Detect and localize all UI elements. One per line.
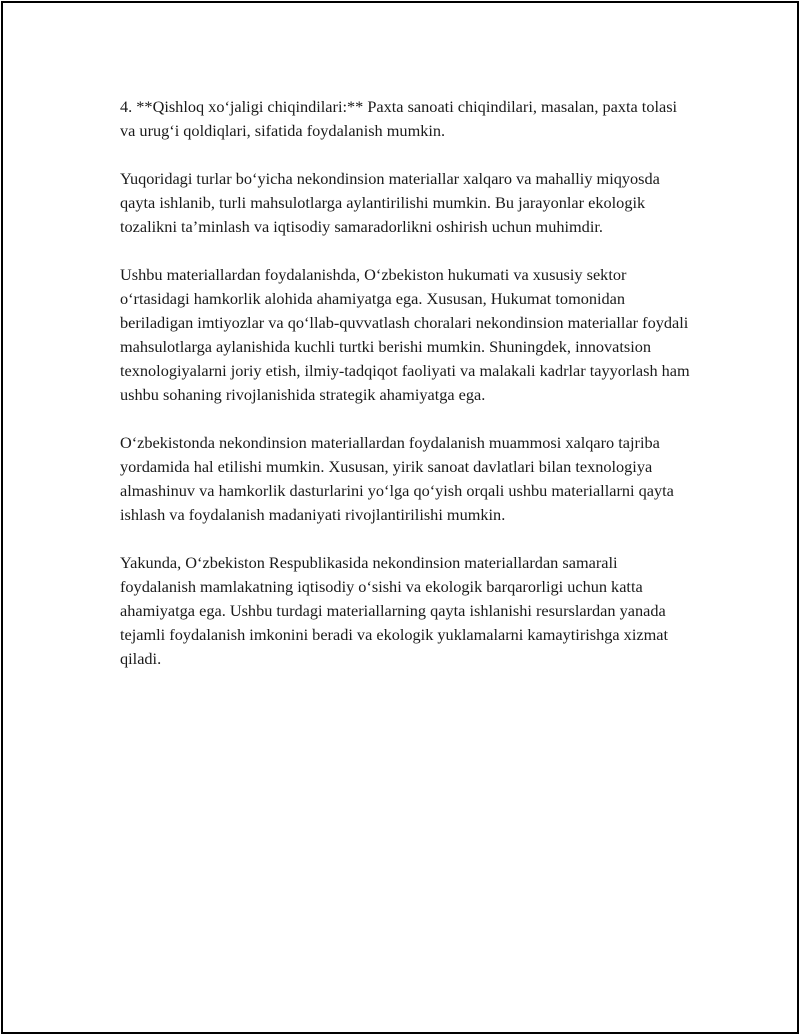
paragraph-government-cooperation: Ushbu materiallardan foydalanishda, O‘zbekiston hukumati va xususiy sektor o‘rtasidagi hamkorlik alohida ahamiyatga ega. Xususan, Hukumat tomonidan beriladigan imtiyozlar va qo‘llab-quvvatlash choralari nekondinsion materiallar foydali mahsulotlarga aylanishida kuchli turtki berishi mumkin. Shuningdek, innovatsion texnologiyalarni joriy etish, ilmiy-tadqiqot faoliyati va malakali kadrlar tayyorlash ham ushbu sohaning rivojlanishida strategik ahamiyatga ega. [120, 265, 690, 404]
paragraph-agricultural-waste: 4. **Qishloq xo‘jaligi chiqindilari:** Paxta sanoati chiqindilari, masalan, paxta tolasi va urug‘i qoldiqlari, sifatida foydalanish mumkin. [120, 97, 678, 140]
paragraph-international-experience: O‘zbekistonda nekondinsion materiallardan foydalanish muammosi xalqaro tajriba yordamida hal etilishi mumkin. Xususan, yirik sanoat davlatlari bilan texnologiya almashinuv va hamkorlik dasturlarini yo‘lga qo‘yish orqali ushbu materiallarni qayta ishlash va foydalanish madaniyati rivojlantirilishi mumkin. [120, 433, 674, 524]
paragraph-processing-overview: Yuqoridagi turlar bo‘yicha nekondinsion materiallar xalqaro va mahalliy miqyosda qayta ishlanib, turli mahsulotlarga aylantirilishi mumkin. Bu jarayonlar ekologik tozalikni ta’minlash va iqtisodiy samaradorlikni oshirish uchun muhimdir. [120, 169, 660, 236]
page-frame [1, 1, 799, 1034]
paragraph-conclusion: Yakunda, O‘zbekiston Respublikasida nekondinsion materiallardan samarali foydalanish mamlakatning iqtisodiy o‘sishi va ekologik barqarorligi uchun katta ahamiyatga ega. Ushbu turdagi materiallarning qayta ishlanishi resurslardan yanada tejamli foydalanish imkonini beradi va ekologik yuklamalarni kamaytirishga xizmat qiladi. [120, 553, 668, 668]
document-body [120, 95, 695, 695]
